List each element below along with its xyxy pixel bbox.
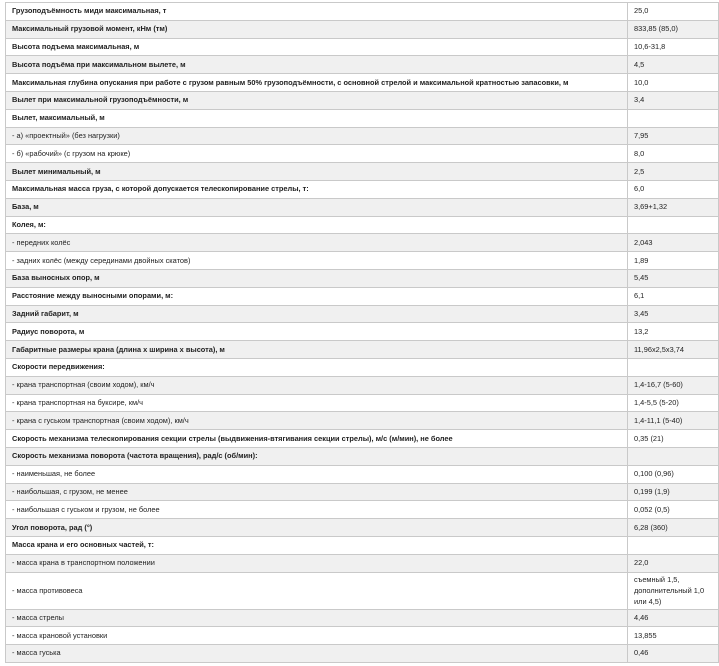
row-label: - крана транспортная на буксире, км/ч [6,394,628,412]
table-row [6,109,719,127]
table-row [6,20,719,38]
row-label: Вылет, максимальный, м [6,109,628,127]
row-label: Габаритные размеры крана (длина х ширина х высота), м [6,341,628,359]
table-row [6,91,719,109]
table-row [6,465,719,483]
row-label: - крана транспортная (своим ходом), км/ч [6,376,628,394]
row-value: 0,052 (0,5) [628,501,719,519]
row-label: - задних колёс (между серединами двойных скатов) [6,252,628,270]
row-value: 22,0 [628,554,719,572]
row-label: Скорости передвижения: [6,358,628,376]
table-row [6,269,719,287]
table-row [6,609,719,627]
table-row [6,501,719,519]
row-label: Вылет при максимальной грузоподъёмности, м [6,91,628,109]
table-row [6,287,719,305]
specifications-table [5,2,719,663]
table-row [6,536,719,554]
row-value: 11,96х2,5х3,74 [628,341,719,359]
table-row [6,198,719,216]
row-value [628,536,719,554]
row-value: 25,0 [628,3,719,21]
row-label: - наибольшая с гуськом и грузом, не более [6,501,628,519]
row-value: 5,45 [628,269,719,287]
row-value: 7,95 [628,127,719,145]
row-value [628,109,719,127]
table-row [6,572,719,609]
row-value: 0,199 (1,9) [628,483,719,501]
row-label: Максимальная глубина опускания при работе с грузом равным 50% грузоподъёмности, с основной стрелой и максимальной кратностью запасовки, м [6,74,628,92]
row-label: База, м [6,198,628,216]
row-value: 6,28 (360) [628,519,719,537]
row-value [628,358,719,376]
row-label: Масса крана и его основных частей, т: [6,536,628,554]
row-value: 2,5 [628,163,719,181]
row-label: - масса гуська [6,645,628,663]
table-row [6,447,719,465]
table-row [6,163,719,181]
row-value: 2,043 [628,234,719,252]
row-label: Высота подъёма при максимальном вылете, м [6,56,628,74]
table-row [6,145,719,163]
table-row [6,234,719,252]
table-row [6,180,719,198]
row-label: - масса стрелы [6,609,628,627]
row-label: Скорость механизма телескопирования секции стрелы (выдвижения-втягивания секции стрелы), м/с (м/мин), не более [6,430,628,448]
row-label: - крана с гуськом транспортная (своим ходом), км/ч [6,412,628,430]
row-value: 13,2 [628,323,719,341]
row-label: - масса противовеса [6,572,628,609]
row-value [628,216,719,234]
row-value: 1,4-5,5 (5-20) [628,394,719,412]
row-label: - масса крановой установки [6,627,628,645]
row-value: съемный 1,5, дополнительный 1,0 или 4,5) [628,572,719,609]
row-value: 4,5 [628,56,719,74]
row-value: 13,855 [628,627,719,645]
table-row [6,645,719,663]
row-label: Радиус поворота, м [6,323,628,341]
row-value: 3,69+1,32 [628,198,719,216]
table-row [6,412,719,430]
table-row [6,38,719,56]
row-label: - наименьшая, не более [6,465,628,483]
row-label: Максимальная масса груза, с которой допускается телескопирование стрелы, т: [6,180,628,198]
table-row [6,74,719,92]
table-row [6,127,719,145]
row-label: База выносных опор, м [6,269,628,287]
row-value: 10,0 [628,74,719,92]
table-row [6,3,719,21]
table-row [6,394,719,412]
table-row [6,376,719,394]
row-label: Высота подъема максимальная, м [6,38,628,56]
row-value: 6,0 [628,180,719,198]
row-value: 10,6-31,8 [628,38,719,56]
table-row [6,483,719,501]
row-label: - б) «рабочий» (с грузом на крюке) [6,145,628,163]
row-value: 1,89 [628,252,719,270]
row-label: Скорость механизма поворота (частота вращения), рад/с (об/мин): [6,447,628,465]
table-row [6,519,719,537]
table-row [6,56,719,74]
row-value: 3,4 [628,91,719,109]
row-value: 1,4-16,7 (5-60) [628,376,719,394]
row-label: Задний габарит, м [6,305,628,323]
row-label: - передних колёс [6,234,628,252]
row-value: 3,45 [628,305,719,323]
row-value: 833,85 (85,0) [628,20,719,38]
row-value: 6,1 [628,287,719,305]
row-value: 0,35 (21) [628,430,719,448]
table-row [6,341,719,359]
row-label: - наибольшая, с грузом, не менее [6,483,628,501]
row-value: 1,4-11,1 (5-40) [628,412,719,430]
row-label: Расстояние между выносными опорами, м: [6,287,628,305]
table-row [6,323,719,341]
table-row [6,305,719,323]
row-label: Угол поворота, рад (°) [6,519,628,537]
row-value: 8,0 [628,145,719,163]
row-label: Вылет минимальный, м [6,163,628,181]
table-row [6,627,719,645]
row-label: Максимальный грузовой момент, кНм (тм) [6,20,628,38]
row-label: Грузоподъёмность миди максимальная, т [6,3,628,21]
table-row [6,216,719,234]
table-row [6,358,719,376]
row-value: 0,100 (0,96) [628,465,719,483]
table-row [6,252,719,270]
row-label: - а) «проектный» (без нагрузки) [6,127,628,145]
row-label: - масса крана в транспортном положении [6,554,628,572]
row-label: Колея, м: [6,216,628,234]
row-value: 4,46 [628,609,719,627]
row-value: 0,46 [628,645,719,663]
table-row [6,430,719,448]
row-value [628,447,719,465]
table-row [6,554,719,572]
